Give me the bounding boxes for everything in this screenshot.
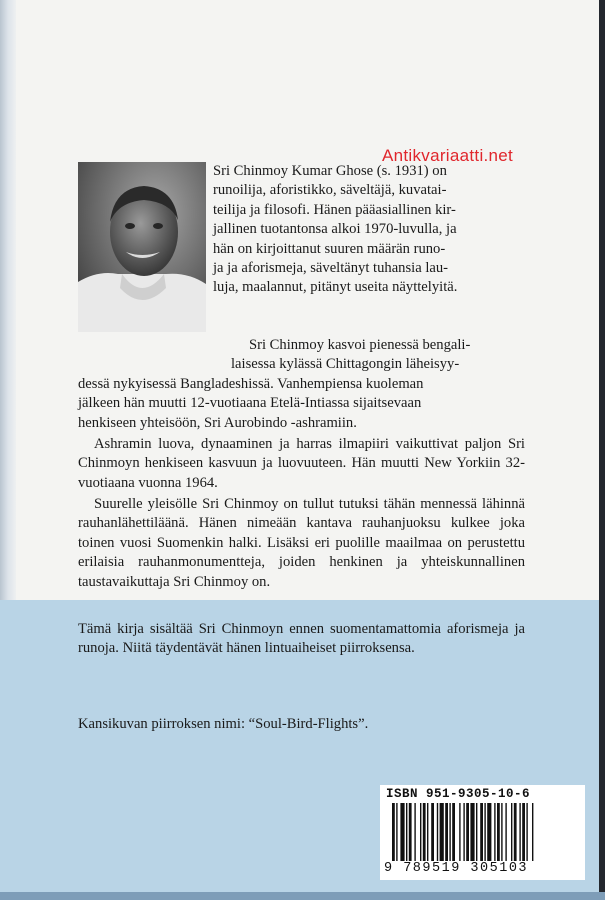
book-description: Tämä kirja sisältää Sri Chinmoyn ennen suomentamattomia aforismeja ja runoja. Niitä täydentävät hänen lintuaiheiset piirroksensa. xyxy=(78,621,525,657)
bio-line: hän on kirjoittanut suuren määrän runo- xyxy=(213,240,446,257)
bio-line: ja ja aforismeja, säveltänyt tuhansia lau- xyxy=(213,260,449,277)
lower-blue-panel xyxy=(0,600,599,892)
bio-first-lines xyxy=(213,162,525,298)
isbn-label: ISBN 951-9305-10-6 xyxy=(386,787,531,801)
paragraph-4: Suurelle yleisölle Sri Chinmoy on tullut tutuksi tähän mennessä lähinnä rauhanlähettiläänä. Hänen nimeään kantava rauhanjuoksu kulkee joka toinen vuosi Suomenkin halki. Lisäksi eri puolille maailmaa on perustettu erilaisia rauhanmonumentteja, joiden henkinen ja yhteiskunnallinen taustavaikuttaja Sri Chinmoy on. xyxy=(78,496,525,590)
paragraph-2 xyxy=(78,336,525,433)
para2-line: henkiseen yhteisöön, Sri Aurobindo -ashramiin. xyxy=(78,414,357,431)
para2-line: dessä nykyisessä Bangladeshissä. Vanhempiensa kuoleman xyxy=(78,375,424,392)
bio-line: runoilija, aforistikko, säveltäjä, kuvatai- xyxy=(213,182,447,199)
para2-line: Sri Chinmoy kasvoi pienessä bengali- xyxy=(249,337,471,353)
bio-line: teilija ja filosofi. Hänen pääasiallinen kir- xyxy=(213,201,456,218)
bio-line: jallinen tuotantonsa alkoi 1970-luvulla, ja xyxy=(213,221,457,238)
author-photo xyxy=(78,162,206,332)
cover-note: Kansikuvan piirroksen nimi: “Soul-Bird-Flights”. xyxy=(78,716,369,732)
watermark: Antikvariaatti.net xyxy=(382,146,514,165)
bio-line: luja, maalannut, pitänyt useita näyttelyitä. xyxy=(213,279,458,296)
barcode-bars xyxy=(392,803,577,861)
paragraph-3: Ashramin luova, dynaaminen ja harras ilmapiiri vaikuttivat paljon Sri Chinmoyn henkiseen kasvuun ja luovuuteen. Hän muutti New Yorkiin 32-vuotiaana vuonna 1964. xyxy=(78,436,525,491)
ean-digits: 9 789519 305103 xyxy=(384,861,529,876)
para2-line: jälkeen hän muutti 12-vuotiaana Etelä-Intiassa sijaitsevaan xyxy=(78,395,422,412)
bio-line: Sri Chinmoy Kumar Ghose (s. 1931) on xyxy=(213,163,447,179)
para2-line: laisessa kylässä Chittagongin läheisyy- xyxy=(231,356,460,373)
bottom-edge xyxy=(0,892,605,900)
right-edge xyxy=(599,0,605,900)
barcode-area xyxy=(380,785,585,880)
